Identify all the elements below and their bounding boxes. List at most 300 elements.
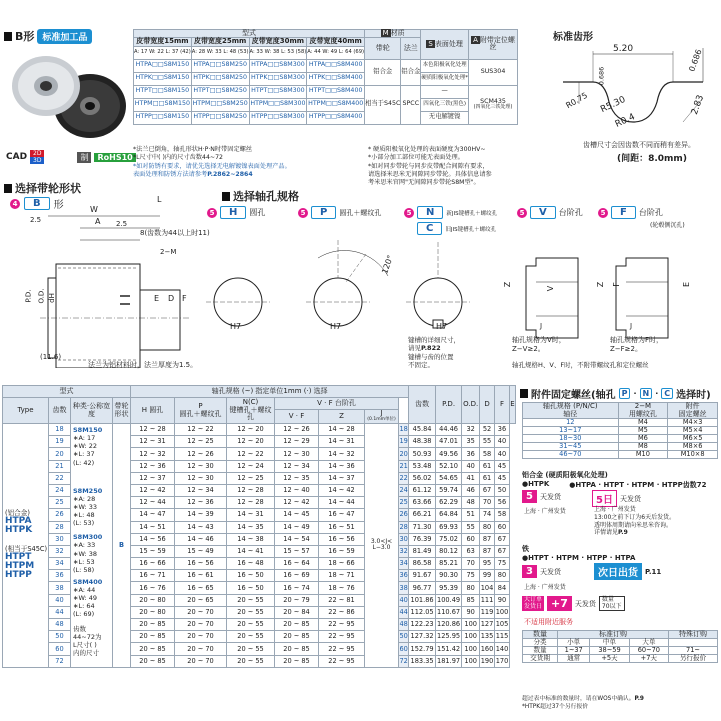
screw-cell: 13~17 xyxy=(523,426,619,434)
table-cell: 32 xyxy=(462,424,480,436)
bore-note-line: Z−V≥2。 xyxy=(512,345,545,354)
bore-v: V xyxy=(546,285,556,292)
material-label: 材质 xyxy=(390,29,405,37)
table-cell: 15 ~ 59 xyxy=(131,545,175,557)
table-cell: 120.86 xyxy=(435,619,462,631)
delivery-5b-num: 5日 xyxy=(592,490,617,507)
table-cell: 16 ~ 69 xyxy=(275,570,319,582)
table-cell: 14 ~ 35 xyxy=(227,521,275,533)
table-cell: 52.10 xyxy=(435,460,462,472)
next-day-link[interactable]: P.11 xyxy=(645,567,662,576)
table-cell: 34 xyxy=(49,558,71,570)
table-cell: 112.05 xyxy=(409,606,436,618)
table-cell: 40 xyxy=(49,594,71,606)
table-cell: 49.56 xyxy=(435,448,462,460)
table-cell: 20 ~ 55 xyxy=(227,619,275,631)
dim-a: A xyxy=(95,217,101,226)
tooth-note: 齿槽尺寸会因齿数不同而稍有差异。 xyxy=(583,141,695,149)
table-cell: 12 ~ 44 xyxy=(131,497,175,509)
screw-cell: M5 xyxy=(618,426,668,434)
lead-large: 大单 xyxy=(629,639,668,647)
table-cell: 16 ~ 61 xyxy=(175,570,227,582)
surface-2: — xyxy=(421,85,469,98)
bore-option-c[interactable] xyxy=(417,222,496,235)
lead-foot1: 超过表中标准的数量时，请在WOS中确认。 xyxy=(522,696,635,702)
table-cell: 170 xyxy=(495,655,510,667)
table-cell: 20 ~ 55 xyxy=(227,606,275,618)
table-cell: 101.86 xyxy=(409,594,436,606)
bore-code-p[interactable]: P xyxy=(311,206,336,219)
main-c-v: V · F xyxy=(275,410,319,424)
steel-title: 铁 xyxy=(522,545,529,553)
screw-cell: 46~70 xyxy=(523,450,619,458)
cad-label: CAD xyxy=(6,152,28,162)
table-cell: 12 ~ 30 xyxy=(275,448,319,460)
screw-cell: M8 xyxy=(618,442,668,450)
table-cell: 21 xyxy=(399,460,409,472)
delivery-note3-link[interactable]: P.9 xyxy=(618,529,628,537)
big-order-1: 大订单 xyxy=(524,596,543,603)
table-cell: 67 xyxy=(495,533,510,545)
screw-h1 xyxy=(523,403,619,419)
table-cell: 90 xyxy=(495,594,510,606)
table-cell: 16 ~ 56 xyxy=(175,558,227,570)
table-cell: 71.30 xyxy=(409,521,436,533)
table-cell: 58 xyxy=(480,448,495,460)
dims-40: A: 44 W: 49 L: 64 (69) xyxy=(307,46,365,59)
table-cell: 16 ~ 50 xyxy=(227,570,275,582)
main-c-vf: V · F 台阶孔 xyxy=(275,398,399,410)
bore-option-h[interactable] xyxy=(207,206,265,219)
table-cell: 74 xyxy=(480,509,495,521)
kind-dim: ∗A: 44 xyxy=(73,586,96,594)
bore-step-num: 5 xyxy=(207,208,217,218)
table-cell: 60 xyxy=(462,533,480,545)
dim-od: O.D. xyxy=(37,288,46,304)
bore-label-c: 旧JIS键槽孔＋螺纹孔 xyxy=(445,226,497,233)
delivery-3-text: 天发货 xyxy=(539,567,561,576)
table-cell: 26 xyxy=(399,509,409,521)
spec-cell[interactable]: HTPM□□S8M250 xyxy=(191,98,249,111)
no-nearby-text: 不适用附近服务 xyxy=(524,618,573,626)
table-cell: 24 xyxy=(49,484,71,496)
spec-cell[interactable]: HTPM□□S8M150 xyxy=(134,98,192,111)
table-cell: 21 xyxy=(49,460,71,472)
bore-note-v xyxy=(512,336,566,354)
type-s45c: (相当于S45C) xyxy=(5,544,48,553)
table-cell: 14 ~ 51 xyxy=(131,521,175,533)
bore-option-p[interactable] xyxy=(298,206,381,219)
spec-col-material xyxy=(365,30,421,38)
table-cell: 16 ~ 56 xyxy=(319,533,365,545)
width-15-header: 皮带宽度15mm xyxy=(134,38,192,46)
table-cell: 111 xyxy=(480,594,495,606)
bore-drawings xyxy=(206,236,718,346)
table-cell: 81.49 xyxy=(409,545,436,557)
cad-2d-tag[interactable]: 2D xyxy=(30,150,44,157)
width-30-header: 皮带宽度30mm xyxy=(249,38,307,46)
teeth-note: 内的尺寸 xyxy=(73,648,99,657)
next-day-badge[interactable]: 次日出货 xyxy=(594,563,642,580)
bore-option-n[interactable] xyxy=(404,206,497,219)
big-order-2: 发货日 xyxy=(524,602,543,610)
table-cell: 115 xyxy=(495,631,510,643)
bore-note-line: 轴孔规格为V时， xyxy=(512,336,566,344)
bore-option-v[interactable] xyxy=(517,206,583,219)
table-cell: 14 ~ 47 xyxy=(131,509,175,521)
table-cell: 52 xyxy=(480,424,495,436)
bore-j2: J xyxy=(630,322,633,330)
table-cell: 18 ~ 71 xyxy=(319,570,365,582)
dim-e: E xyxy=(154,294,160,303)
teeth-note: 44~72为 xyxy=(73,632,102,641)
table-cell: 64.84 xyxy=(435,509,462,521)
table-cell: 70 xyxy=(480,497,495,509)
type-al: (铝合金) xyxy=(5,508,30,517)
main-type-header: 型式 xyxy=(3,386,131,398)
table-cell: 151.42 xyxy=(435,643,462,655)
section-b-label: B形 xyxy=(15,30,35,43)
screw-h1-a: 轴孔规格 (P/N/C) xyxy=(542,402,598,411)
spec-cell[interactable]: HTPM□□S8M300 xyxy=(249,98,307,111)
scm-label: SCM435 xyxy=(480,97,506,105)
bore-label-f: 台阶孔 xyxy=(638,208,663,217)
table-cell: 183.35 xyxy=(409,655,436,667)
lead-d3: +7天 xyxy=(629,655,668,663)
delivery-5b-text: 天发货 xyxy=(619,494,641,503)
main-c-p-code: P xyxy=(198,402,203,411)
delivery-5-num: 5 xyxy=(522,490,537,503)
bore-note-link[interactable]: P.822 xyxy=(421,344,441,353)
bore-title xyxy=(222,188,299,204)
table-cell: 14 ~ 41 xyxy=(227,545,275,557)
teeth-note: L尺寸( ) xyxy=(73,640,97,649)
spec-cell[interactable]: HTPT□□S8M250 xyxy=(191,85,249,98)
bore-f: F xyxy=(611,282,621,287)
table-cell: 12 ~ 34 xyxy=(175,484,227,496)
shape-code-b[interactable]: B xyxy=(24,197,50,210)
table-cell: 36 xyxy=(462,448,480,460)
kind-dim: ∗L: 37 xyxy=(73,450,95,459)
dims-30: A: 33 W: 38 L: 53 (58) xyxy=(249,46,307,59)
table-cell: 45.84 xyxy=(409,424,436,436)
bore-note-line: 轴孔规格为F时， xyxy=(610,336,664,344)
table-cell: 14 ~ 28 xyxy=(319,424,365,436)
table-cell: 14 ~ 39 xyxy=(175,509,227,521)
table-cell: 67 xyxy=(480,484,495,496)
flange-al: 铝合金 xyxy=(401,59,421,85)
screw-cell: M8×6 xyxy=(668,442,718,450)
table-cell: 20 ~ 70 xyxy=(175,606,227,618)
table-cell: 22 xyxy=(399,472,409,484)
table-cell: 12 ~ 25 xyxy=(175,436,227,448)
bore-code-n[interactable]: N xyxy=(417,206,443,219)
table-cell: 51 xyxy=(462,509,480,521)
main-c-teeth: 齿数 xyxy=(49,398,71,424)
table-cell: 70 xyxy=(462,558,480,570)
spec-table xyxy=(133,29,518,125)
flange-header: 法兰 xyxy=(401,38,421,59)
table-cell: 12 ~ 29 xyxy=(275,436,319,448)
steel-block xyxy=(522,544,635,562)
type-htpt[interactable]: HTPT xyxy=(5,551,32,562)
table-cell: 20 ~ 85 xyxy=(131,631,175,643)
table-cell: 152.79 xyxy=(409,643,436,655)
dims-15: A: 17 W: 22 L: 37 (42) xyxy=(134,46,192,59)
table-cell: 127.32 xyxy=(409,631,436,643)
table-cell: 44 xyxy=(399,606,409,618)
qty-label: 数量 xyxy=(601,596,614,603)
table-cell: 100 xyxy=(495,606,510,618)
table-cell: 12 ~ 35 xyxy=(275,472,319,484)
table-cell: 14 ~ 43 xyxy=(175,521,227,533)
standard-badge: 标准加工品 xyxy=(37,29,92,44)
table-cell: 50 xyxy=(49,631,71,643)
surface-num: S xyxy=(428,39,433,48)
delivery-al-sub: ●HTPK xyxy=(522,480,550,488)
delivery-block xyxy=(522,470,706,490)
lead-foot1-link[interactable]: P.9 xyxy=(634,696,644,702)
lead-h-sp: 特殊订购 xyxy=(669,631,718,639)
type-htpp[interactable]: HTPP xyxy=(5,570,32,581)
screw-cell: 18~30 xyxy=(523,434,619,442)
pulley-al: 铝合金 xyxy=(365,59,401,85)
main-teeth-col: 齿数 xyxy=(409,386,436,424)
spec-cell[interactable]: HTPA□□S8M150 xyxy=(134,59,192,72)
kind-dim: ∗A: 28 xyxy=(73,494,96,503)
surface-0: 本色阳极氧化处理 xyxy=(421,59,469,72)
spec-note-link[interactable]: P.2862~2864 xyxy=(207,171,253,179)
table-cell: 46 xyxy=(462,484,480,496)
dim-d: D xyxy=(168,294,175,303)
cad-3d-tag[interactable]: 3D xyxy=(30,157,44,164)
table-cell: 122.23 xyxy=(409,619,436,631)
kind-400[interactable]: S8M400 xyxy=(73,577,103,586)
table-cell: 127 xyxy=(480,619,495,631)
kind-250[interactable]: S8M250 xyxy=(73,486,103,495)
table-cell: 20 ~ 70 xyxy=(175,643,227,655)
product-photo xyxy=(4,44,130,144)
screw-title: 附件固定螺丝(轴孔 P · N · C 选择时) xyxy=(520,386,711,401)
screw-cell: M4 xyxy=(618,419,668,427)
kind-dim: ∗W: 38 xyxy=(73,549,98,558)
spec-cell[interactable]: HTPT□□S8M400 xyxy=(307,85,365,98)
lead-footnotes xyxy=(522,696,644,711)
table-cell: 12 ~ 22 xyxy=(227,448,275,460)
kind-dim: (L: 69) xyxy=(73,610,95,619)
main-c-p xyxy=(175,398,227,424)
spec-cell[interactable]: HTPP□□S8M300 xyxy=(249,111,307,124)
table-cell: 96.77 xyxy=(409,582,436,594)
spec-cell[interactable]: HTPP□□S8M150 xyxy=(134,111,192,124)
screw-code-p[interactable]: P xyxy=(619,388,631,399)
kind-dim: ∗W: 33 xyxy=(73,502,98,511)
table-cell: 75 xyxy=(462,570,480,582)
delivery-al-title: 铝合金 (硬质阳极氧化处理) xyxy=(522,471,608,479)
table-cell: 66.21 xyxy=(409,509,436,521)
dim-pd: P.D. xyxy=(24,289,33,303)
table-cell: 12 ~ 30 xyxy=(175,460,227,472)
section-marker xyxy=(520,389,528,398)
main-table xyxy=(2,385,516,668)
next-day-ship[interactable] xyxy=(594,563,661,580)
spec-note: * 硬质阳极氧化处理的表面硬度为300HV~ xyxy=(368,146,486,153)
table-cell: 60 xyxy=(49,643,71,655)
spec-cell[interactable]: HTPA□□S8M400 xyxy=(307,59,365,72)
bore-z: Z xyxy=(503,281,513,288)
table-cell: 61.12 xyxy=(409,484,436,496)
screw-h2-b: 用螺纹孔 xyxy=(628,409,657,418)
table-cell: 86.58 xyxy=(409,558,436,570)
table-cell: 44.46 xyxy=(435,424,462,436)
type-htpa[interactable]: HTPA xyxy=(5,515,32,526)
rohs-badge: RoHS10 xyxy=(94,153,135,162)
table-cell: 32 xyxy=(399,545,409,557)
delivery-loc3: 上海 · 广州发货 xyxy=(524,584,566,591)
delivery-5day xyxy=(522,490,561,503)
table-cell: 12 ~ 26 xyxy=(175,448,227,460)
spec-cell[interactable]: HTPK□□S8M250 xyxy=(191,72,249,85)
table-cell: 28 xyxy=(49,521,71,533)
lead-q4: 71~ xyxy=(669,647,718,655)
screw-cell: M10×8 xyxy=(668,450,718,458)
screw-title-end: 选择时) xyxy=(676,390,711,401)
screw-code-n[interactable]: N xyxy=(640,388,653,399)
table-cell: 16 ~ 76 xyxy=(131,582,175,594)
lead-mid: 中单 xyxy=(590,639,629,647)
table-cell: 12 ~ 32 xyxy=(131,448,175,460)
table-cell: 12 ~ 37 xyxy=(131,472,175,484)
delivery-3day xyxy=(522,565,561,578)
table-cell: 50 xyxy=(495,484,510,496)
kind-300[interactable]: S8M300 xyxy=(73,533,103,542)
bore-note-line: Z−F≥2。 xyxy=(610,345,643,354)
table-cell: 18 ~ 66 xyxy=(319,558,365,570)
table-cell: 75.02 xyxy=(435,533,462,545)
lead-d2: +5天 xyxy=(590,655,629,663)
table-cell: 25 xyxy=(399,497,409,509)
table-cell: 20 ~ 55 xyxy=(227,631,275,643)
spec-notes xyxy=(133,146,365,179)
table-cell: 60 xyxy=(495,521,510,533)
table-cell: 90 xyxy=(462,606,480,618)
table-cell: 12 ~ 30 xyxy=(175,472,227,484)
bore-code-h[interactable]: H xyxy=(220,206,246,219)
table-cell: 135 xyxy=(480,631,495,643)
main-od-col: O.D. xyxy=(462,386,480,424)
no-nearby-service xyxy=(524,617,573,627)
table-cell: 160 xyxy=(480,643,495,655)
spec-cell[interactable]: HTPT□□S8M300 xyxy=(249,85,307,98)
table-cell: 48 xyxy=(49,619,71,631)
shape-title xyxy=(4,180,81,196)
table-cell: 45 xyxy=(495,472,510,484)
table-cell: 14 ~ 42 xyxy=(319,484,365,496)
spec-notes-right xyxy=(368,146,553,188)
table-row[interactable] xyxy=(3,424,516,436)
kind-150[interactable]: S8M150 xyxy=(73,426,103,434)
table-cell: 20 ~ 85 xyxy=(275,643,319,655)
table-cell: 12 ~ 28 xyxy=(227,484,275,496)
table-cell: 18 xyxy=(49,424,71,436)
main-f-col: F xyxy=(495,386,510,424)
bore-step-num: 5 xyxy=(517,208,527,218)
spec-cell[interactable]: HTPA□□S8M250 xyxy=(191,59,249,72)
dim-dh: dH xyxy=(47,293,56,303)
table-cell: 25 xyxy=(49,497,71,509)
table-cell: 20 ~ 65 xyxy=(175,594,227,606)
table-cell: 22 xyxy=(49,472,71,484)
spec-note: *如对同步带轮与同步皮带配合间隙有要求， xyxy=(368,162,489,170)
table-cell: 55 xyxy=(480,436,495,448)
kind-dim: ∗A: 33 xyxy=(73,541,96,550)
delivery-note1: 13:00之前下订为6天后发货。 xyxy=(594,513,676,521)
bore-h7a: H7 xyxy=(230,322,242,331)
spec-cell[interactable]: HTPP□□S8M400 xyxy=(307,111,365,124)
bore-code-c[interactable]: C xyxy=(417,222,442,235)
table-cell: 76.39 xyxy=(409,533,436,545)
table-cell: 53.48 xyxy=(409,460,436,472)
kind-dim: ∗L: 53 xyxy=(73,557,95,566)
screw-cell: 12 xyxy=(523,419,619,427)
type-htpk[interactable]: HTPK xyxy=(5,525,33,536)
material-num: M xyxy=(382,29,389,37)
screw-cell: M6×5 xyxy=(668,434,718,442)
table-cell: 20 ~ 55 xyxy=(227,655,275,667)
bore-title-label: 选择轴孔规格 xyxy=(233,190,299,203)
screw-table xyxy=(522,402,718,459)
bore-code-f[interactable]: F xyxy=(611,206,636,219)
bore-option-f[interactable] xyxy=(598,206,663,219)
bore-note-line: 键槽的详细尺寸， xyxy=(408,336,460,344)
dim-2m: 2−M xyxy=(160,248,177,256)
shape-cell: B xyxy=(113,424,131,668)
table-cell: 61 xyxy=(480,472,495,484)
table-cell: 22 ~ 95 xyxy=(319,619,365,631)
table-cell: 14 ~ 31 xyxy=(227,509,275,521)
delivery-5day-b xyxy=(592,490,641,507)
table-cell: 14 ~ 37 xyxy=(319,472,365,484)
spec-cell[interactable]: HTPK□□S8M150 xyxy=(134,72,192,85)
table-cell: 140 xyxy=(495,643,510,655)
spec-cell[interactable]: HTPM□□S8M400 xyxy=(307,98,365,111)
spec-cell[interactable]: HTPA□□S8M300 xyxy=(249,59,307,72)
table-cell: 61 xyxy=(480,460,495,472)
screw-code-c[interactable]: C xyxy=(661,388,673,399)
main-c-n xyxy=(227,398,275,424)
spec-cell[interactable]: HTPT□□S8M150 xyxy=(134,85,192,98)
teeth-note: 齿数 xyxy=(73,624,86,633)
table-cell: 12 ~ 25 xyxy=(227,472,275,484)
spec-cell[interactable]: HTPK□□S8M300 xyxy=(249,72,307,85)
table-cell: 45 xyxy=(495,460,510,472)
table-cell: 63 xyxy=(462,545,480,557)
bore-angle: 120° xyxy=(380,253,396,276)
spec-cell[interactable]: HTPK□□S8M400 xyxy=(307,72,365,85)
main-c-kind: 种类·公称宽度 xyxy=(71,398,113,424)
tooth-title: 标准齿形 xyxy=(553,32,593,43)
spec-cell[interactable]: HTPP□□S8M250 xyxy=(191,111,249,124)
bore-code-v[interactable]: V xyxy=(530,206,556,219)
table-cell: 55 xyxy=(462,521,480,533)
table-cell: 119 xyxy=(480,606,495,618)
type-htpm[interactable]: HTPM xyxy=(5,561,35,572)
bore-e: E xyxy=(682,281,692,288)
width-40-header: 皮带宽度40mm xyxy=(307,38,365,46)
j-range2: L−3.0 xyxy=(372,544,391,552)
spec-note: *如对防锈有要求，请优先选择无电解镀镍表面处理产品。 xyxy=(133,162,291,170)
table-cell: 58 xyxy=(495,509,510,521)
